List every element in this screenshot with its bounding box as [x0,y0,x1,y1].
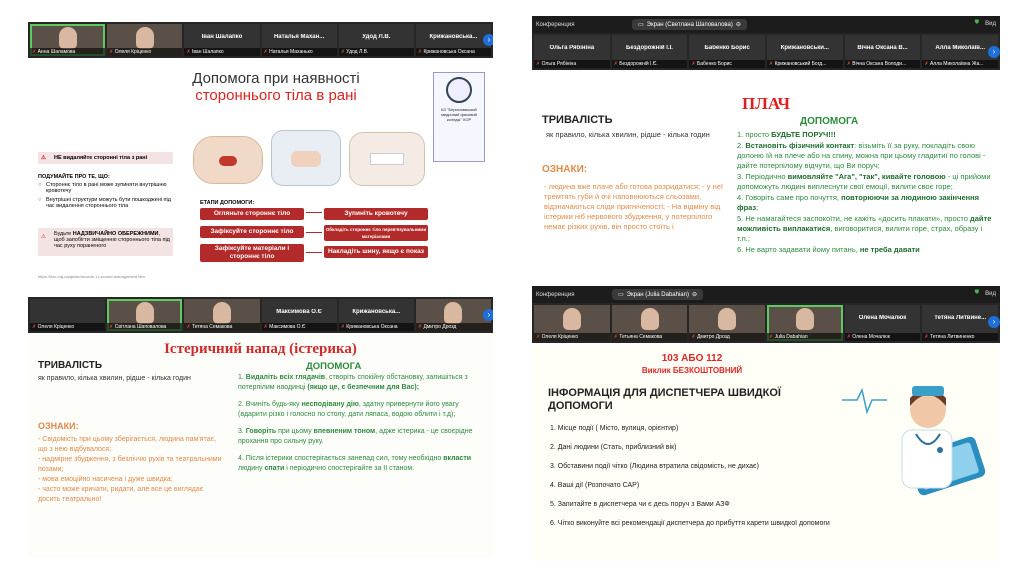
duration-title: ТРИВАЛІСТЬ [38,360,103,371]
participant-name: Крижановськи... [780,45,829,51]
think-heading: ПОДУМАЙТЕ ПРО ТЕ, ЩО: [38,174,110,180]
doctor-icon [832,370,992,500]
participant-video [213,302,231,324]
sign-0: - Свідомість при цьому зберігається, людина пам'ятає, що з нею відбувалося; [38,436,217,453]
help-item-0 [238,373,488,393]
conference-topbar [532,16,1000,33]
dispatcher-item-1: 2. Дані людини (Стать, приблизний вік) [550,444,677,451]
screen-capture-hysteria [28,297,493,557]
app-title: Конференция [536,21,575,28]
participant-label: ✗ Тетьяна Семакова [612,333,688,341]
warning-icon: ⚠ [41,234,46,240]
participant-label: ✗ Анна Шаламова [30,48,105,56]
participant-label: ✗ Бездорожній І.Є. [612,60,688,68]
participant-name: Удод Л.В. [362,34,391,40]
warning-be-careful: ⚠ Будьте НАДЗВИЧАЙНО ОБЕРЕЖНИМИ, щоб запобігти зміщенню стороннього тіла під час руху пораненого [38,228,173,256]
participant-name: Крижановська... [429,34,478,40]
help-text: , створіть спокійну обстановку, залишіться з потерпілим наодинці [238,374,468,391]
college-logo [433,72,485,162]
participant-video [563,308,581,330]
stages-heading: ЕТАПИ ДОПОМОГИ: [200,200,255,206]
participant-video [444,302,462,324]
participants-strip [28,22,493,58]
source-url: https://lsrc.org.ua/guide/module-11-wound-management.htm [38,274,145,279]
think-points [38,182,173,209]
help-emphasis: Говоріть [245,428,277,435]
wound-image-1 [193,136,263,184]
view-button[interactable]: Вид [985,20,996,27]
help-text: 3. Періодично [737,172,788,181]
help-text: - ці прийоми допоможуть людині виплеснути свої емоції, вилити своє горе; [737,172,991,191]
participant-name: Ольга Рябініна [549,45,595,51]
help-text: 2. Вчиніть будь-яку [238,401,302,408]
help-item-0 [737,130,992,140]
help-emphasis: вкласти [443,455,472,462]
participant-label: ✗ Удод Л.В. [339,48,414,56]
help-emphasis: вимовляйте "Ага", "так", кивайте головою [787,172,946,181]
stage-step-6: Накладіть шину, якщо є показ [324,246,428,258]
participant-tile[interactable] [922,305,998,341]
participant-tile[interactable] [416,24,491,56]
conference-topbar [532,286,1000,303]
participants-strip [28,297,493,333]
shield-icon: ⛊ [974,20,980,26]
monitor-icon: ▭ [618,292,624,298]
participant-tile[interactable] [107,299,182,331]
view-button[interactable]: Вид [985,290,996,297]
help-text: , здатну привернути його увагу (вдарити різко і голосно по столу, дати ляпаса, водою облити і т.д); [238,401,459,418]
participant-label: ✗ Вічна Оксана Володи... [845,60,921,68]
slide [28,335,493,557]
dispatcher-item-5: 6. Чітко виконуйте всі рекомендації диспетчера до прибуття карети швидкої допомоги [550,520,830,527]
participant-label: ✗ Іван Шалапко [184,48,259,56]
participant-label: ✗ Крижановський Богд... [767,60,843,68]
topbar-right [975,20,996,27]
emblem-icon [446,77,472,103]
participant-tile[interactable] [845,305,921,341]
participant-name: Іван Шалапко [201,34,243,40]
participant-name: Тетяна Литвине... [934,315,987,321]
dispatcher-item-0: 1. Місце події ( Місто, вулиця, орієнтир) [550,425,679,432]
slide-title: ІНФОРМАЦІЯ ДЛЯ ДИСПЕТЧЕРА ШВИДКОЇ ДОПОМОГИ [548,387,781,412]
participant-label: ✗ Наталья Маханько [262,48,337,56]
help-text: , виговоритися, вилити горе, страх, образу і т.п.; [737,224,983,243]
point-1: ○ Внутрішні структури можуть бути пошкоджені під час видалення стороннього тіла [38,197,171,209]
wound-image-2 [271,130,341,186]
participant-tile[interactable] [262,299,337,331]
help-emphasis: БУДЬТЕ ПОРУЧ!!! [771,130,836,139]
doctor-phone-illustration [832,370,992,500]
slide-title: Допомога при наявності [192,70,360,87]
participant-label: ✗ Тетяна Литвиненко [922,333,998,341]
participant-label: ✗ Крижановська Оксана [416,48,491,56]
slide-title: ПЛАЧ [741,94,791,113]
screen-share-label: ▭ Экран (Julia Dabahian) ⊖ [612,289,703,300]
stage-step-3: Зафіксуйте матеріали і стороннє тіло [200,244,304,262]
participant-label: ✗ Олеля Кріценко [30,323,105,331]
sign-3: - часто може кричати, ридати, але все це виглядає досить театрально! [38,486,204,503]
help-emphasis: дайте можливість виплакатися [737,214,992,233]
help-text: 3. [238,428,246,435]
help-list [238,373,488,481]
slide [532,72,1000,286]
participant-tile[interactable] [845,35,921,68]
participants-strip [532,33,1000,70]
help-list [737,130,992,256]
participant-label: ✗ Олеля Кріценко [107,48,182,56]
participant-tile[interactable] [534,35,610,68]
help-text: і періодично спостерігайте за ІІ станом. [284,465,415,472]
help-item-4 [737,214,992,244]
participant-name: Бабенко Борис [704,45,750,51]
duration-text: як правило, кілька хвилин, рідше - кілька годин [546,130,710,139]
help-text: 5. Не намагайтеся заспокоїти, не кажіть «досить плакати», просто [737,214,970,223]
sign-1: - надмірне збудження, з безліччю рухів та театральними позами; [38,456,222,473]
participant-label: ✗ Світлана Шаповалова [107,323,182,331]
participant-name: Максимова О.Є [276,309,322,315]
help-item-2 [737,172,992,192]
help-emphasis: спати [264,465,285,472]
signs-list [38,435,223,505]
help-text: при цьому [276,428,314,435]
participant-tile[interactable] [339,299,414,331]
participant-tile[interactable] [30,24,105,56]
help-item-5 [737,245,992,255]
participant-tile[interactable] [534,305,610,341]
help-text: ; [756,203,759,212]
participant-name: Крижановська... [352,309,401,315]
help-item-2 [238,427,488,447]
stage-step-2: Зафіксуйте стороннє тіло [200,226,304,238]
help-emphasis: впевненим тоном [313,428,376,435]
connector [306,212,322,213]
screen-share-label: ▭ Экран (Светлана Шаповалова) ⊖ [632,19,747,30]
participant-tile[interactable] [30,299,105,331]
next-participants-icon[interactable]: › [988,316,1000,328]
help-item-3 [737,193,992,213]
help-text: 6. Не варто задавати йому питань, [737,245,860,254]
help-text: людину [238,465,265,472]
participant-label: ✗ Максимова О.Є [262,323,337,331]
participant-tile[interactable] [767,35,843,68]
participant-video [136,27,154,49]
help-emphasis: повторюючи за людиною закінчення фраз [737,193,980,212]
warning-do-not-remove: ⚠ НЕ видаляйте сторонні тіла з рані [38,152,173,164]
participant-name: Вічна Оксана В... [857,45,908,51]
stage-step-5: Обкладіть стороннє тіло перев'язувальними матеріалами [325,227,427,239]
participant-tile[interactable] [922,35,998,68]
help-emphasis: Встановіть фізичний контакт [745,141,855,150]
sign-2: - мова емоційно насичена і дуже швидка; [38,476,173,483]
duration-title: ТРИВАЛІСТЬ [542,114,613,126]
participant-label: ✗ Бабенко Борис [689,60,765,68]
slide [28,60,493,285]
help-item-1 [238,400,488,420]
participant-label: ✗ Дмитро Дрозд [689,333,765,341]
next-participants-icon[interactable]: › [483,34,493,46]
dispatcher-item-3: 4. Ваші дії (Розпочато САР) [550,482,640,489]
screen-capture-dispatcher-info [532,286,1000,561]
participant-label: ✗ Ольга Рябініна [534,60,610,68]
participant-name: Наталья Махан... [273,34,325,40]
participant-video [796,308,814,330]
help-emphasis: (якщо це, є безпечним для Вас); [307,384,420,391]
next-participants-icon[interactable]: › [483,309,493,321]
connector [306,252,322,253]
participant-tile[interactable] [184,299,259,331]
stop-share-icon[interactable]: ⊖ [735,22,741,28]
participant-name: Бездорожній І.І. [626,45,673,51]
signs-title: ОЗНАКИ: [542,164,588,175]
participant-video [136,302,154,324]
participant-tile[interactable] [689,305,765,341]
participant-tile[interactable] [612,35,688,68]
participant-label: ✗ Олеля Кріценко [534,333,610,341]
help-text: 2. [737,141,746,150]
wound-image-3 [349,132,425,186]
participant-tile[interactable] [689,35,765,68]
participant-tile[interactable] [184,24,259,56]
participant-name: Алла Миколаїв... [935,45,985,51]
slide-subtitle: стороннього тіла в рані [195,87,357,104]
stage-step-1: Огляньте стороннє тіло [200,208,304,220]
dispatcher-item-4: 5. Запитайте в диспетчера чи є десь поруч з Вами АЗФ [550,501,730,508]
signs-title: ОЗНАКИ: [38,421,79,431]
participant-video [641,308,659,330]
help-text: 1. [238,374,246,381]
screen-capture-first-aid [28,22,493,285]
participant-tile[interactable] [262,24,337,56]
participant-tile[interactable] [416,299,491,331]
warning-icon: ⚠ [41,155,46,161]
stage-step-4: Зупиніть кровотечу [324,208,428,220]
participant-tile[interactable] [767,305,843,341]
help-emphasis: не треба давати [859,245,920,254]
participant-label: ✗ Олена Мочалюк [845,333,921,341]
free-call: Виклик БЕЗКОШТОВНИЙ [641,366,743,375]
participant-label: ✗ Тетяна Семакова [184,323,259,331]
help-item-3 [238,454,488,474]
slide [532,345,1000,561]
topbar-right [975,290,996,297]
help-emphasis: несподівану дію [301,401,359,408]
shield-icon: ⛊ [974,290,980,296]
point-0: ○ Стороннє тіло в рані може зупиняти внутрішню кровотечу [38,182,167,194]
help-item-1 [737,141,992,171]
connector [306,232,322,233]
participant-label: ✗ Алла Миколаївна Жа... [922,60,998,68]
help-text: 4. Після істерики спостерігається занепад сил, тому необхідно [238,455,444,462]
phone-numbers: 103 АБО 112 [661,353,723,364]
logo-text: КЗ "Бериславський медичний фаховий коледж" ХОР [441,107,477,122]
participant-label: ✗ Крижановська Оксана [339,323,414,331]
dispatcher-item-2: 3. Обставини події чітко (Людина втратила свідомість, не дихає) [550,463,759,470]
help-emphasis: Видаліть всіх глядачів [245,374,326,381]
participants-strip [532,303,1000,343]
signs-text: - людина вже плаче або готова розридатися; - у неї тремтять губи й очі наповнюються сльозами, відзначаються сліди пригніченості; - На відміну від істерики ніб нервового збудження, у потерпілого немає різких рухів, він просто стоїть і [544,182,723,231]
next-participants-icon[interactable]: › [988,46,1000,58]
participant-video [59,27,77,49]
help-text: : візьміть її за руку, покладіть свою долоню їй на плече або на спину, можна при цьому гладитиї по голові - дайте потерпілому відчути, що Ви поруч; [737,141,986,170]
help-title: ДОПОМОГА [306,361,362,372]
help-title: ДОПОМОГА [800,116,859,127]
help-text: 4. Говоріть саме про почуття, [737,193,842,202]
participant-tile[interactable] [107,24,182,56]
app-title: Конференция [536,291,575,298]
participant-label: ✗ Дмитро Дрозд [416,323,491,331]
slide-title: Істеричний напад (істерика) [164,341,357,357]
participant-label: ✗ Julia Dabahian [767,333,843,341]
participant-tile[interactable] [612,305,688,341]
help-text: , адже істерика - це своєрідне прохання про сильну руку. [238,428,473,445]
help-text: 1. просто [737,130,772,139]
participant-video [718,308,736,330]
monitor-icon: ▭ [638,22,644,28]
wound-illustrations [193,130,428,190]
participant-tile[interactable] [339,24,414,56]
participant-name: Олена Мочалюк [858,315,907,321]
screen-capture-crying [532,16,1000,286]
duration-text: як правило, кілька хвилин, рідше - кілька годин [38,375,191,382]
stop-share-icon[interactable]: ⊖ [691,292,697,298]
